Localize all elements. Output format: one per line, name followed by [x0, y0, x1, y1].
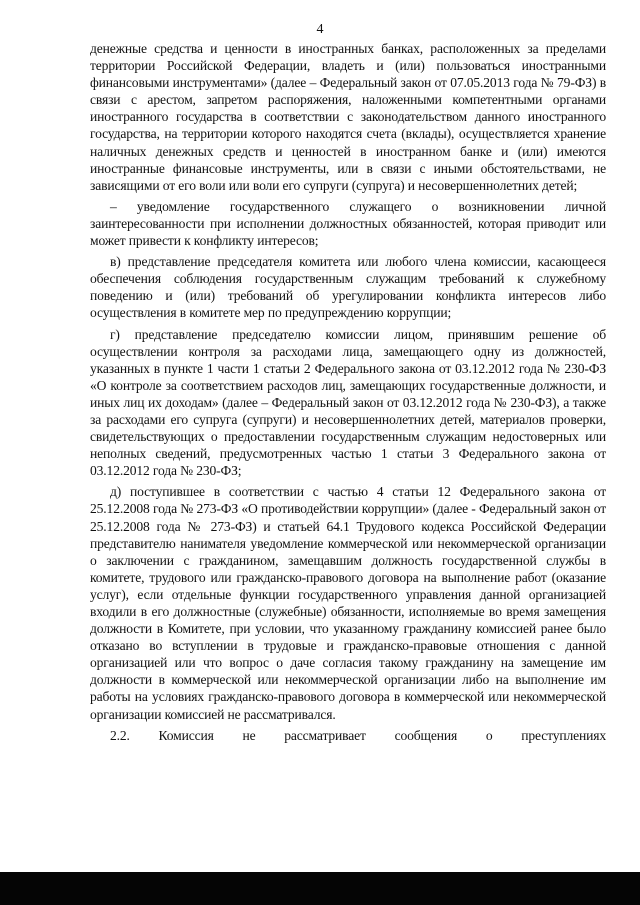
- paragraph-2-2: 2.2. Комиссия не рассматривает сообщения о преступлениях: [110, 727, 606, 743]
- paragraph-item-d: д) поступившее в соответствии с частью 4 статьи 12 Федерального закона от 25.12.2008 года № 273-ФЗ «О противодействии коррупции» (далее - Федеральный закон от 25.12.2008 года № 273-ФЗ) и статьей 64.1 Трудового кодекса Российской Федерации представителю нанимателя уведомление коммерческой или некоммерческой организации о заключении с гражданином, замещавшим должность государственной службы в комитете, трудового или гражданско-правового договора на выполнение работ (оказание услуг), если отдельные функции государственного управления данной организацией входили в его должностные (служебные) обязанности, исполняемые во время замещения должности в Комитете, при условии, что указанному гражданину комиссией ранее было отказано во вступлении в трудовые и гражданско-правовые отношения с данной организацией или что вопрос о даче согласия такому гражданину на замещение им должности в коммерческой или некоммерческой организации либо на выполнение им работы на условиях гражданско-правового договора в коммерческой или некоммерческой организации комиссией не рассматривался.: [90, 484, 606, 722]
- scan-border-band: [0, 872, 640, 905]
- paragraph-continuation: денежные средства и ценности в иностранных банках, расположенных за пределами территории Российской Федерации, владеть и (или) пользоваться иностранными финансовыми инструментами» (далее – Федеральный закон от 07.05.2013 года № 79-ФЗ) в связи с арестом, запретом распоряжения, наложенными компетентными органами иностранного государства в соответствии с законодательством данного иностранного государства, на территории которого находятся счета (вклады), осуществляется хранение наличных денежных средств и ценностей в иностранном банке и (или) имеются иностранные финансовые инструменты, или в связи с иными обстоятельствами, не зависящими от его воли или воли его супруги (супруга) и несовершеннолетних детей;: [90, 41, 606, 193]
- paragraph-item-g: г) представление председателю комиссии лицом, принявшим решение об осуществлении контроля за расходами лица, замещающего одну из должностей, указанных в пункте 1 части 1 статьи 2 Федерального закона от 03.12.2012 года № 230-ФЗ «О контроле за соответствием расходов лиц, замещающих государственные должности, и иных лиц их доходам» (далее – Федеральный закон от 03.12.2012 года № 230-ФЗ), а также за расходами его супруга (супруги) и несовершеннолетних детей, материалов проверки, свидетельствующих о предоставлении государственным служащим недостоверных или неполных сведений, предусмотренных частью 1 статьи 3 Федерального закона от 03.12.2012 года № 230-ФЗ;: [90, 326, 606, 479]
- paragraph-item-v: в) представление председателя комитета или любого члена комиссии, касающееся обеспечения соблюдения государственным служащим требований к служебному поведению и (или) требований об урегулировании конфликта интересов либо осуществления в комитете мер по предупреждению коррупции;: [90, 254, 606, 321]
- paragraph-notification-conflict: – уведомление государственного служащего о возникновении личной заинтересованности при исполнении должностных обязанностей, которая приводит или может привести к конфликту интересов;: [90, 198, 606, 249]
- document-body: [90, 40, 606, 744]
- page-number: 4: [316, 22, 324, 37]
